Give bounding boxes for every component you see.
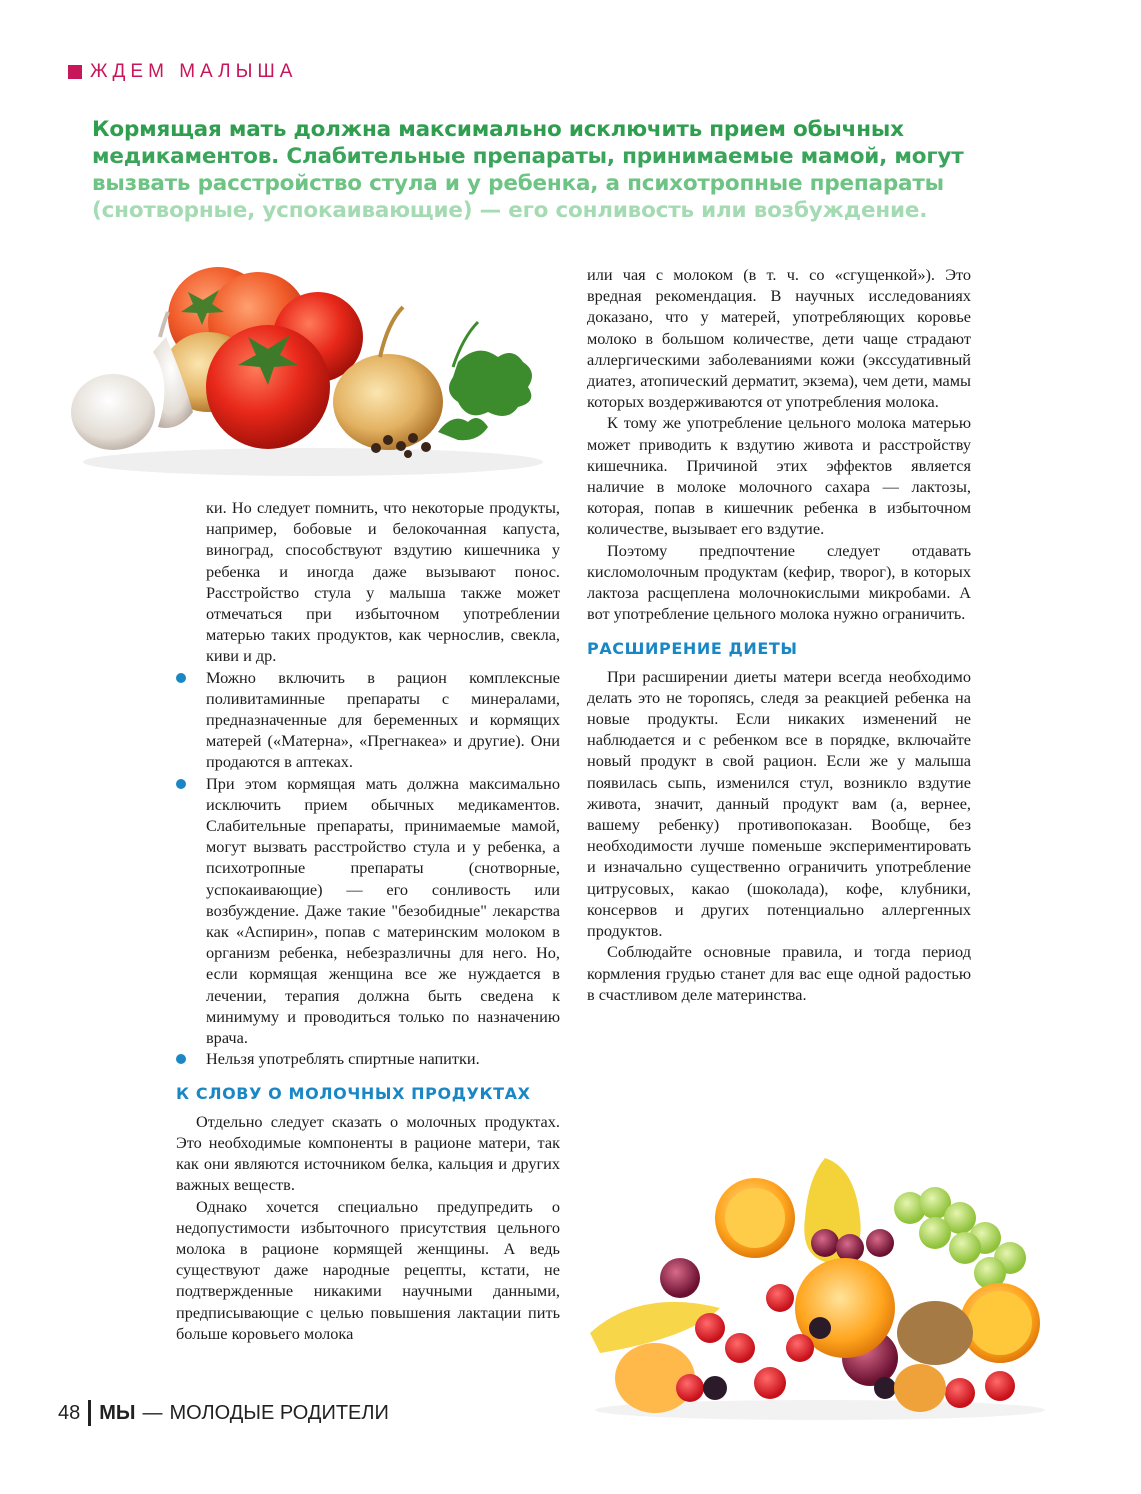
column-left bbox=[176, 497, 560, 1344]
paragraph: или чая с молоком (в т. ч. со «сгущенкой»). Это вредная рекомендация. В научных исследованиях доказано, что у матерей, употребляющих коровье молоко в большом количестве, дети чаще страдают аллергическими заболеваниями кожи (экссудативный диатез, атопический дерматит, экзема), чем дети, мамы которых воздерживаются от употребления молока. bbox=[587, 265, 971, 412]
paragraph: К тому же употребление цельного молока матерью может приводить к вздутию живота и расстройству кишечника. Причиной этих эффектов является наличие в молоке молочного сахара — лактозы, которая, попав в кишечник ребенка в избыточном количестве, вызывает его вздутие. bbox=[587, 413, 971, 539]
lead-quote bbox=[92, 116, 1052, 224]
paragraph: При расширении диеты матери всегда необходимо делать это не торопясь, следя за реакцией ребенка на новые продукты. Если никаких изменений не наблюдается и с ребенком все в порядке, включайте новый продукт в свой рацион. Если же у малыша появилась сыпь, изменился стул, возникло вздутие живота, значит, данный продукт вам (а, вернее, вашему ребенку) противопоказан. Вообще, без необходимости лучше поменьше экспериментировать и изначально существенно ограничить употребление цитрусовых, какао (шоколада), кофе, клубники, консервов и других потенциально аллергенных продуктов. bbox=[587, 666, 971, 941]
lead-line-4: (снотворные, успокаивающие) — его сонливость или возбуждение. bbox=[92, 198, 928, 223]
vegetables-image bbox=[58, 262, 558, 482]
lead-line-3: вызвать расстройство стула и у ребенка, а психотропные препараты bbox=[92, 171, 944, 196]
page-footer bbox=[58, 1400, 389, 1426]
section-tag bbox=[68, 61, 297, 83]
column-right bbox=[587, 264, 971, 1005]
fruits-image bbox=[580, 1148, 1060, 1423]
section-tag-label: ЖДЕМ МАЛЫША bbox=[90, 61, 298, 82]
section-heading-dairy: К СЛОВУ О МОЛОЧНЫХ ПРОДУКТАХ bbox=[176, 1084, 531, 1104]
paragraph: Однако хочется специально предупредить о недопустимости избыточного присутствия цельного молока в рационе кормящей женщины. А ведь существуют даже народные рецепты, кстати, не подтвержденные никакими научными данными, предписывающие с целью повышения лактации пить больше коровьего молока bbox=[176, 1196, 560, 1343]
section-heading-diet: РАСШИРЕНИЕ ДИЕТЫ bbox=[587, 639, 798, 659]
bullet-dot-icon bbox=[176, 779, 186, 789]
list-item-text: Можно включить в рацион комплексные поливитаминные препараты с минералами, предназначенные для беременных и кормящих матерей («Матерна», «Прегнакеа» и другие). Они продаются в аптеках. bbox=[206, 667, 560, 772]
tomato-front bbox=[206, 325, 330, 449]
paragraph: Отдельно следует сказать о молочных продуктах. Это необходимые компоненты в рационе матери, так как они являются источником белка, кальция и других важных веществ. bbox=[176, 1111, 560, 1195]
paragraph: ки. Но следует помнить, что некоторые продукты, например, бобовые и белокочанная капуста, виноград, способствуют вздутию кишечника у ребенка и иногда даже вызывают понос. Расстройство стула у малыша также может отмечаться при избыточном употреблении матерью таких продуктов, как чернослив, свекла, киви и др. bbox=[206, 498, 560, 666]
list-item bbox=[176, 773, 560, 1049]
page-number: 48 bbox=[58, 1401, 81, 1424]
magazine-name: МОЛОДЫЕ РОДИТЕЛИ bbox=[169, 1401, 389, 1424]
kiwi bbox=[897, 1301, 973, 1365]
garlic-bulb bbox=[71, 374, 155, 450]
list-item-text: Нельзя употреблять спиртные напитки. bbox=[206, 1049, 480, 1069]
lead-line-1: Кормящая мать должна максимально исключить прием обычных bbox=[92, 117, 904, 142]
lead-line-2: медикаментов. Слабительные препараты, принимаемые мамой, могут bbox=[92, 144, 964, 169]
footer-dash: — bbox=[142, 1401, 163, 1424]
bullet-dot-icon bbox=[176, 673, 186, 683]
paragraph: Поэтому предпочтение следует отдавать кисломолочным продуктам (кефир, творог), в которых лактоза расщеплена молочнокислыми микробами. А вот употребление цельного молока нужно ограничить. bbox=[587, 540, 971, 624]
paragraph: Соблюдайте основные правила, и тогда период кормления грудью станет для вас еще одной радостью в счастливом деле материнства. bbox=[587, 942, 971, 1004]
parsley-leaves bbox=[438, 322, 532, 440]
magazine-brand: МЫ bbox=[99, 1401, 136, 1424]
list-item bbox=[176, 667, 560, 773]
bullet-dot-icon bbox=[176, 1054, 186, 1064]
list-item bbox=[176, 1048, 560, 1069]
section-tag-square bbox=[68, 65, 82, 79]
list-item-text: При этом кормящая мать должна максимально исключить прием обычных медикаментов. Слабительные препараты, принимаемые мамой, могут вызвать расстройство стула и у ребенка, а психотропные препараты (снотворные, успокаивающие) — его сонливость или возбуждение. Даже такие "безобидные" лекарства как «Аспирин», попав с материнским молоком в организм ребенка, небезразличны для него. Но, если кормящая женщина все же нуждается в лечении, терапия должна быть сведена к минимуму и проводиться только по назначению врача. bbox=[206, 773, 560, 1048]
footer-divider bbox=[88, 1400, 91, 1426]
